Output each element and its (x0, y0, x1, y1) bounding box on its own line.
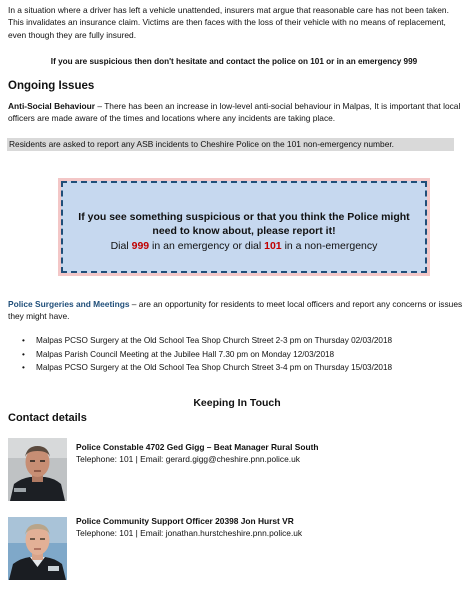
ongoing-issues-heading: Ongoing Issues (8, 80, 95, 92)
officer-photo-ged-gigg (8, 438, 67, 501)
asb-text: – There has been an increase in low-level anti-social behaviour in Malpas, It is important that local officers are made aware of the times and locations where any incidents are taking place. (8, 101, 461, 124)
contact-details-heading: Contact details (8, 412, 87, 424)
officer-photo-jon-hurst (8, 517, 67, 580)
contact-name: Police Constable 4702 Ged Gigg – Beat Manager Rural South (76, 442, 319, 452)
warning-line: If you are suspicious then don't hesitate and contact the police on 101 or in an emergency 999 (50, 57, 418, 66)
surgeries-paragraph (8, 298, 466, 323)
bullet-icon: • (22, 363, 25, 373)
contact-phone-email[interactable]: Telephone: 101 | Email: jonathan.hurstcheshire.pnn.police.uk (76, 528, 303, 539)
list-item-text: Malpas PCSO Surgery at the Old School Tea Shop Church Street 2-3 pm on Thursday 02/03/2018 (36, 336, 393, 345)
contact-card-ged-gigg (76, 441, 318, 466)
surgeries-label: Police Surgeries and Meetings (8, 299, 130, 309)
list-item (22, 348, 392, 362)
emergency-number: 999 (131, 240, 150, 252)
asb-label: Anti-Social Behaviour (8, 101, 96, 111)
surgeries-list (22, 334, 392, 375)
surgeries-text: – are an opportunity for residents to meet local officers and report any concerns or issues they might have. (8, 299, 463, 322)
callout-dial-line (63, 239, 425, 253)
contact-phone-email[interactable]: Telephone: 101 | Email: gerard.gigg@cheshire.pnn.police.uk (76, 454, 300, 465)
list-item (22, 361, 392, 375)
residents-note: Residents are asked to report any ASB incidents to Cheshire Police on the 101 non-emergency number. (7, 138, 454, 151)
report-callout-box (61, 181, 427, 273)
contact-name: Police Community Support Officer 20398 Jon Hurst VR (76, 516, 294, 526)
contact-card-jon-hurst (76, 515, 302, 540)
list-item-text: Malpas PCSO Surgery at the Old School Tea Shop Church Street 3-4 pm on Thursday 15/03/2018 (36, 363, 393, 373)
intro-paragraph: In a situation where a driver has left a vehicle unattended, insurers mat argue that reasonable care has not been taken. This invalidates an insurance claim. Victims are then faces with the loss of their vehicle with no means of replacement, even though they are fully insured. (8, 5, 449, 40)
asb-paragraph (8, 100, 468, 125)
bullet-icon: • (22, 349, 25, 359)
list-item (22, 334, 392, 348)
keeping-in-touch-heading: Keeping In Touch (193, 397, 281, 409)
non-emergency-number: 101 (264, 240, 282, 252)
bullet-icon: • (22, 336, 25, 345)
dial-prefix: Dial (110, 240, 132, 252)
dial-middle: in an emergency or dial (149, 240, 265, 252)
dial-suffix: in a non-emergency (281, 240, 378, 252)
callout-headline: If you see something suspicious or that you think the Police might need to know about, please report it! (78, 211, 410, 237)
list-item-text: Malpas Parish Council Meeting at the Jubilee Hall 7.30 pm on Monday 12/03/2018 (36, 349, 335, 359)
